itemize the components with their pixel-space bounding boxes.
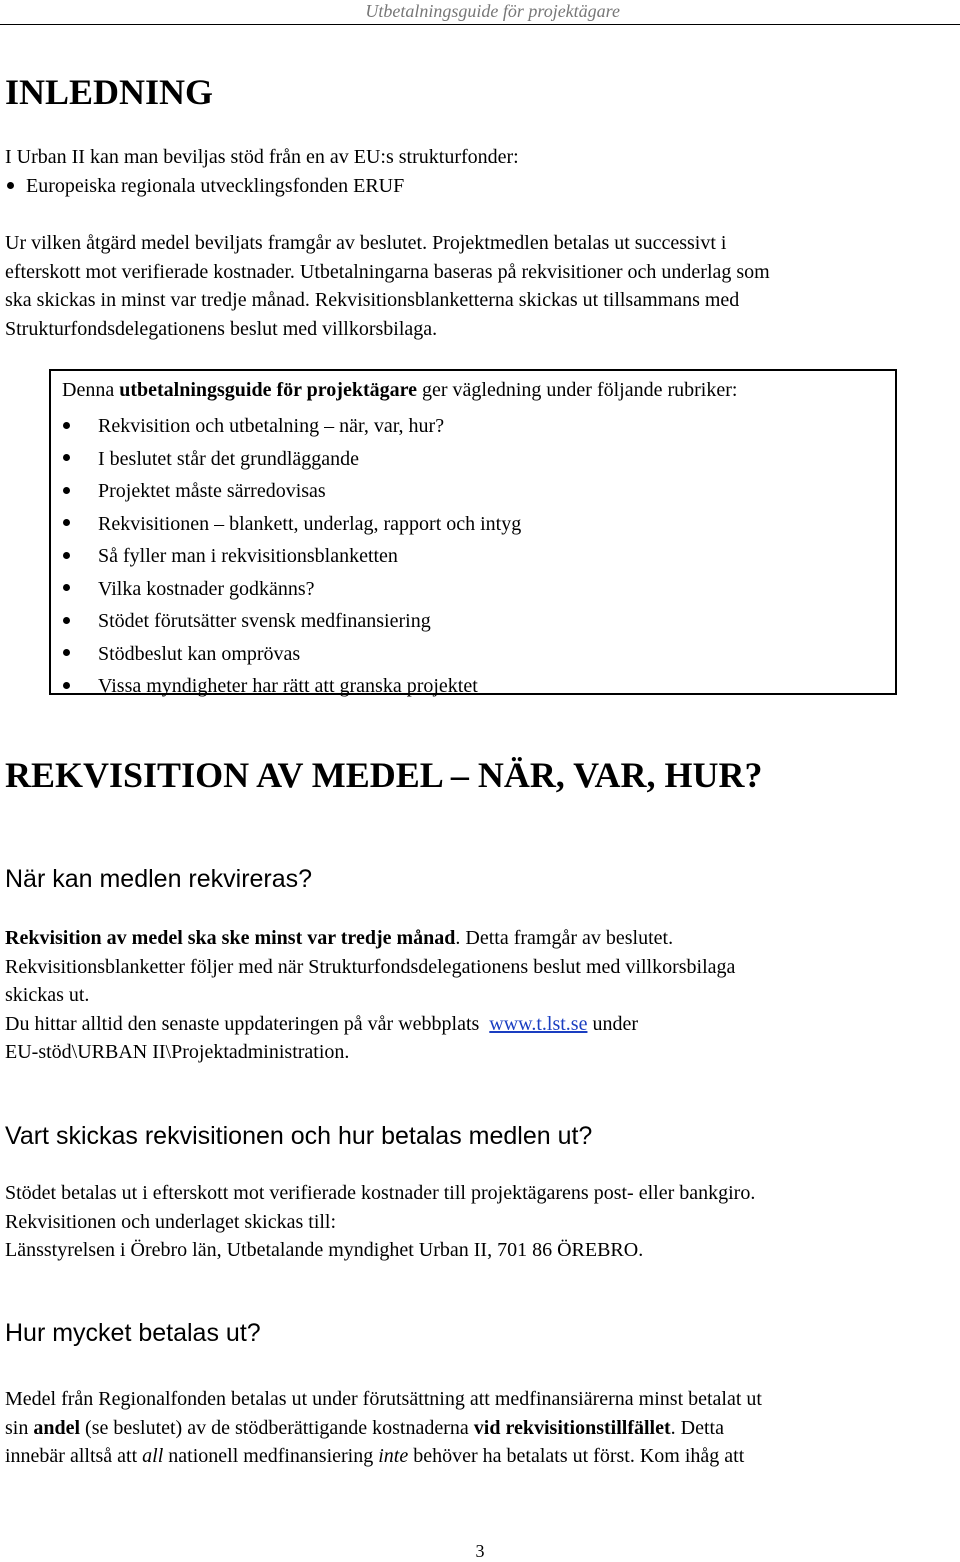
- list-item: [62, 508, 521, 541]
- q3-line: [5, 1414, 762, 1443]
- list-item-text: Projektet måste särredovisas: [98, 480, 326, 502]
- list-item-text: Vilka kostnader godkänns?: [98, 577, 315, 600]
- q3-italic-text: all: [142, 1445, 164, 1467]
- bullet-icon: [63, 487, 70, 494]
- list-item: [62, 540, 521, 573]
- q1-bold-text: Rekvisition av medel ska ske minst var tredje månad: [5, 927, 456, 949]
- page-header: [0, 1, 960, 25]
- bullet-icon: [63, 454, 70, 461]
- bullet-icon: [63, 617, 70, 624]
- guide-topic-list: [62, 410, 521, 703]
- q1-paragraph: [5, 924, 735, 1067]
- q2-line: Länsstyrelsen i Örebro län, Utbetalande myndighet Urban II, 701 86 ÖREBRO.: [5, 1239, 644, 1261]
- list-item-text: Rekvisition och utbetalning – när, var, hur?: [98, 415, 445, 437]
- list-item: [62, 605, 521, 638]
- intro-bullet-text: Europeiska regionala utvecklingsfonden ERUF: [26, 175, 405, 197]
- intro-line: I Urban II kan man beviljas stöd från en av EU:s strukturfonder:: [5, 146, 519, 168]
- intro-bullet-item: [5, 172, 404, 200]
- list-item-text: Så fyller man i rekvisitionsblanketten: [98, 545, 398, 567]
- q3-line: Medel från Regionalfonden betalas ut under förutsättning att medfinansiärerna minst betalat ut: [5, 1388, 762, 1410]
- q3-italic-text: inte: [378, 1445, 409, 1467]
- q1-line: EU-stöd\URBAN II\Projektadministration.: [5, 1041, 350, 1063]
- q2-line: Stödet betalas ut i efterskott mot verifierade kostnader till projektägarens post- eller bankgiro.: [5, 1182, 756, 1204]
- list-item-text: Vissa myndigheter har rätt att granska projektet: [98, 675, 478, 697]
- intro-paragraph: [5, 229, 770, 343]
- q3-bold-text: vid rekvisitionstillfället: [473, 1416, 671, 1439]
- list-item-text: Rekvisitionen – blankett, underlag, rapport och intyg: [98, 512, 522, 535]
- intro-para-line: Ur vilken åtgärd medel beviljats framgår av beslutet. Projektmedlen betalas ut successivt i: [5, 232, 727, 254]
- q3-line: [5, 1442, 762, 1471]
- guide-intro-text-end: ger vägledning under följande rubriker:: [417, 379, 738, 401]
- subsection-heading: Vart skickas rekvisitionen och hur betalas medlen ut?: [5, 1122, 593, 1150]
- bullet-icon: [63, 584, 70, 591]
- guide-intro-text: Denna: [62, 379, 120, 401]
- q1-text: under: [587, 1012, 638, 1035]
- page-number: 3: [475, 1541, 485, 1561]
- q1-line: skickas ut.: [5, 984, 90, 1006]
- list-item-text: Stödbeslut kan omprövas: [98, 642, 301, 665]
- q1-line: Rekvisitionsblanketter följer med när Strukturfondsdelegationens beslut med villkorsbilaga: [5, 955, 736, 978]
- q1-text: Du hittar alltid den senaste uppdateringen på vår webbplats: [5, 1012, 490, 1035]
- bullet-icon: [63, 519, 70, 526]
- website-link[interactable]: www.t.lst.se: [489, 1012, 588, 1035]
- intro-heading: INLEDNING: [5, 72, 214, 112]
- guide-box-intro: [62, 376, 737, 404]
- q3-text: behöver ha betalats ut först. Kom ihåg att: [408, 1445, 745, 1467]
- intro-para-line: Strukturfondsdelegationens beslut med villkorsbilaga.: [5, 317, 438, 340]
- list-item-text: Stödet förutsätter svensk medfinansiering: [98, 610, 431, 632]
- bullet-icon: [63, 422, 70, 429]
- list-item: [62, 573, 521, 606]
- guide-intro-bold: utbetalningsguide för projektägare: [119, 379, 417, 401]
- q2-paragraph: [5, 1179, 755, 1265]
- q3-text: sin: [5, 1416, 34, 1439]
- guide-box: [49, 369, 897, 695]
- bullet-icon: [7, 182, 14, 189]
- q3-bold-text: andel: [33, 1416, 81, 1439]
- bullet-icon: [63, 649, 70, 656]
- subsection-heading: När kan medlen rekvireras?: [5, 865, 313, 893]
- q3-paragraph: [5, 1385, 762, 1471]
- header-title: Utbetalningsguide för projektägare: [365, 1, 620, 21]
- q2-line: Rekvisitionen och underlaget skickas till:: [5, 1210, 337, 1233]
- q3-text: (se beslutet) av de stödberättigande kostnaderna: [80, 1416, 474, 1439]
- q1-line: [5, 1010, 735, 1039]
- subsection-heading: Hur mycket betalas ut?: [5, 1319, 261, 1347]
- intro-para-line: efterskott mot verifierade kostnader. Utbetalningarna baseras på rekvisitioner och underlag som: [5, 260, 770, 283]
- list-item-text: I beslutet står det grundläggande: [98, 447, 360, 470]
- section-heading: REKVISITION AV MEDEL – NÄR, VAR, HUR?: [5, 755, 763, 795]
- q1-line: [5, 924, 735, 953]
- q3-text: . Detta: [670, 1416, 724, 1439]
- list-item: [62, 670, 521, 703]
- list-item: [62, 475, 521, 508]
- bullet-icon: [63, 552, 70, 559]
- q1-text: . Detta framgår av beslutet.: [455, 927, 674, 949]
- bullet-icon: [63, 682, 70, 689]
- q3-text: nationell medfinansiering: [163, 1445, 379, 1467]
- intro-para-line: ska skickas in minst var tredje månad. Rekvisitionsblanketterna skickas ut tillsammans med: [5, 289, 740, 311]
- list-item: [62, 443, 521, 476]
- list-item: [62, 638, 521, 671]
- list-item: [62, 410, 521, 443]
- q3-text: innebär alltså att: [5, 1445, 143, 1467]
